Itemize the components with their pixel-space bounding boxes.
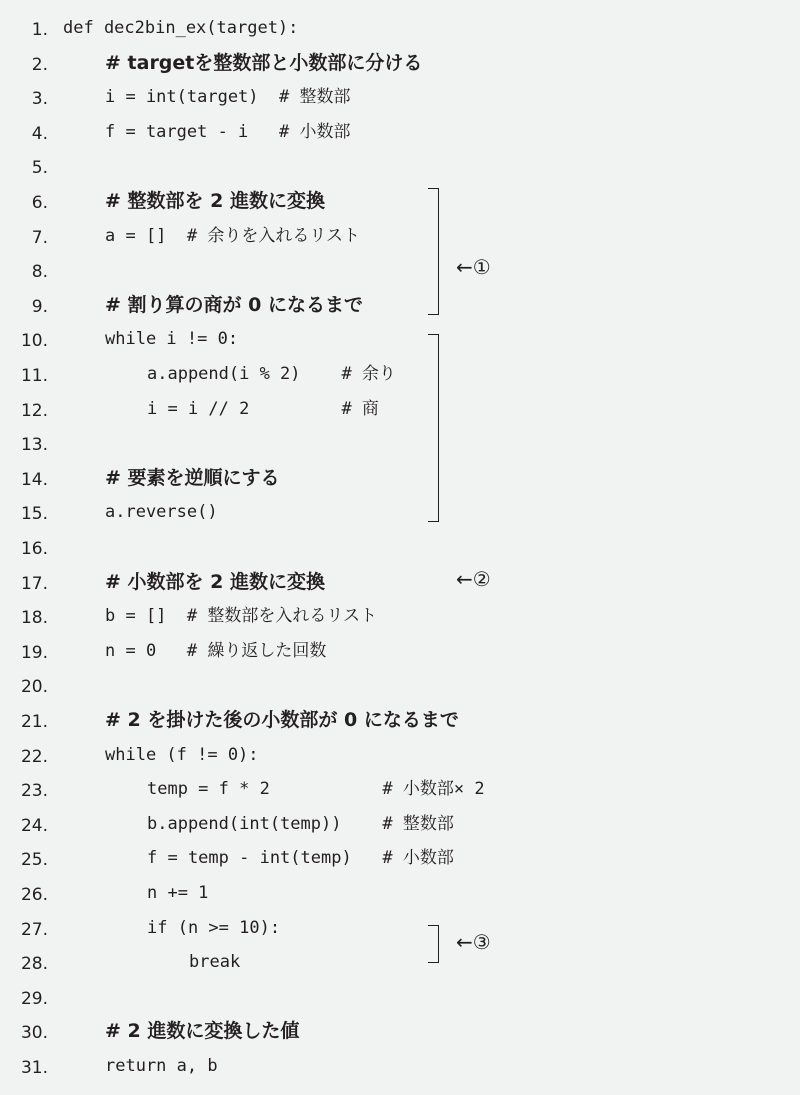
code-text: # 整数部を 2 進数に変換 [105, 190, 325, 212]
code-line [0, 772, 800, 806]
line-number: 13. [20, 435, 48, 456]
line-number: 26. [20, 885, 48, 905]
code-line [0, 565, 800, 599]
code-text: # 2 を掛けた後の小数部が 0 になるまで [105, 709, 459, 731]
line-number: 28. [20, 954, 48, 975]
code-line [0, 288, 800, 322]
annotation-marker-3: ←③ [456, 930, 491, 954]
code-text: while i != 0: [105, 329, 239, 350]
code-text: break [189, 952, 241, 973]
code-line [0, 841, 800, 875]
line-number: 1. [31, 20, 48, 40]
line-number: 30. [20, 1023, 48, 1044]
code-line [0, 495, 800, 529]
code-line [0, 911, 800, 945]
code-text: a.append(i % 2) # 余り [147, 364, 396, 384]
line-number: 21. [20, 712, 48, 732]
code-text: a.reverse() [105, 502, 218, 523]
code-text: return a, b [105, 1056, 218, 1076]
line-number: 23. [20, 781, 48, 802]
code-line [0, 11, 800, 45]
code-line [0, 461, 800, 495]
code-line [0, 634, 800, 668]
code-line [0, 738, 800, 772]
code-line [0, 1049, 800, 1083]
code-text: f = target - i # 小数部 [105, 121, 351, 142]
line-number: 29. [20, 988, 48, 1009]
code-text: a = [] # 余りを入れるリスト [105, 225, 361, 246]
bracket-3 [428, 925, 439, 963]
line-number: 14. [20, 469, 48, 490]
line-number: 19. [20, 642, 48, 663]
code-line [0, 980, 800, 1014]
code-text: def dec2bin_ex(target): [63, 18, 299, 38]
line-number: 7. [31, 227, 48, 248]
code-text: while (f != 0): [105, 744, 259, 765]
code-line [0, 876, 800, 910]
bracket-1b [428, 334, 439, 522]
code-line [0, 253, 800, 287]
code-text: # 割り算の商が 0 になるまで [105, 293, 363, 316]
code-text: f = temp - int(temp) # 小数部 [147, 848, 454, 869]
code-text: if (n >= 10): [147, 917, 281, 938]
line-number: 3. [31, 89, 48, 110]
code-text: # 要素を逆順にする [105, 466, 280, 489]
line-number: 22. [20, 746, 48, 767]
code-line [0, 1014, 800, 1048]
code-line [0, 219, 800, 253]
code-text: b.append(int(temp)) # 整数部 [147, 813, 454, 834]
line-number: 12. [20, 400, 48, 421]
code-line [0, 184, 800, 218]
line-number: 16. [20, 539, 48, 559]
code-line [0, 703, 800, 737]
code-text: i = i // 2 # 商 [147, 398, 379, 419]
code-line [0, 322, 800, 356]
code-line [0, 115, 800, 149]
line-number: 20. [20, 677, 48, 698]
line-number: 18. [20, 608, 48, 629]
line-number: 6. [31, 193, 48, 213]
line-number: 24. [20, 815, 48, 836]
line-number: 31. [20, 1058, 48, 1078]
code-text: n = 0 # 繰り返した回数 [105, 640, 327, 661]
line-number: 25. [20, 850, 48, 871]
line-number: 9. [31, 296, 48, 317]
line-number: 17. [20, 573, 48, 594]
line-number: 15. [20, 504, 48, 525]
code-line [0, 80, 800, 114]
code-text: temp = f * 2 # 小数部× 2 [147, 779, 485, 800]
code-line [0, 530, 800, 564]
code-text: n += 1 [147, 883, 209, 903]
code-line [0, 426, 800, 460]
code-line [0, 46, 800, 80]
code-line [0, 807, 800, 841]
line-number: 27. [20, 919, 48, 940]
line-number: 4. [31, 123, 48, 144]
code-text: b = [] # 整数部を入れるリスト [105, 606, 378, 627]
line-number: 8. [31, 262, 48, 283]
code-line [0, 668, 800, 702]
line-number: 11. [20, 366, 48, 386]
code-text: # 2 進数に変換した値 [105, 1020, 300, 1043]
code-line [0, 945, 800, 979]
annotation-marker-2: ←② [456, 567, 491, 591]
code-text: # targetを整数部と小数部に分ける [105, 51, 423, 74]
line-number: 5. [31, 158, 48, 179]
code-line [0, 357, 800, 391]
annotation-marker-1: ←① [456, 255, 491, 279]
code-line [0, 392, 800, 426]
code-text: # 小数部を 2 進数に変換 [105, 570, 325, 593]
line-number: 2. [31, 54, 48, 75]
line-number: 10. [20, 331, 48, 352]
bracket-1a [428, 188, 439, 315]
code-text: i = int(target) # 整数部 [105, 87, 351, 108]
code-line [0, 599, 800, 633]
code-line [0, 149, 800, 183]
